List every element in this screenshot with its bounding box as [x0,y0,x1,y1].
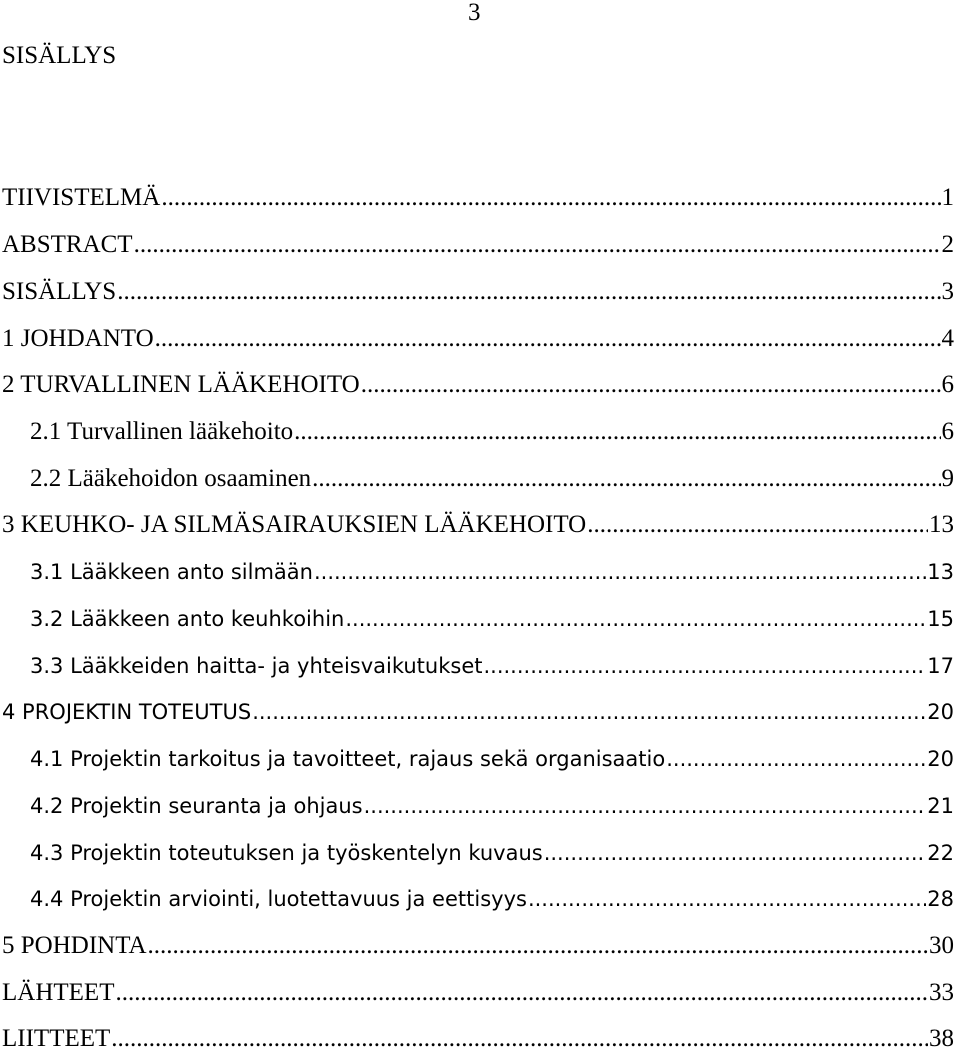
toc-entry-page: 38 [929,1025,954,1052]
toc-dot-leader [345,604,926,634]
toc-entry-tiivistelma[interactable] [2,183,954,213]
toc-entry-title: 3.2 Lääkkeen anto keuhkoihin [30,607,345,631]
toc-entry-3-1[interactable] [30,557,954,587]
toc-entry-page: 30 [929,932,954,959]
toc-dot-leader [155,324,941,354]
toc-entry-title: 4.4 Projektin arviointi, luotettavuus ja eettisyys [30,887,527,911]
toc-entry-page: 15 [927,607,954,631]
toc-entry-title: 4 PROJEKTIN TOTEUTUS [2,700,252,724]
toc-entry-title: TIIVISTELMÄ [2,184,161,211]
toc-entry-liitteet[interactable] [2,1024,954,1054]
toc-entry-title: 2.1 Turvallinen lääkehoito [30,418,294,445]
toc-dot-leader [294,417,940,447]
toc-dot-leader [312,464,940,494]
toc-entry-page: 3 [941,278,954,305]
toc-entry-abstract[interactable] [2,230,954,260]
toc-entry-title: 1 JOHDANTO [2,325,154,352]
toc-dot-leader [111,1024,928,1054]
toc-entry-4-4[interactable] [30,884,954,914]
toc-entry-4-2[interactable] [30,791,954,821]
toc-entry-page: 1 [941,184,954,211]
toc-entry-projektin-toteutus[interactable] [2,697,954,727]
toc-dot-leader [134,230,941,260]
page-number: 3 [468,0,481,26]
toc-entry-page: 17 [927,654,954,678]
toc-entry-page: 4 [941,325,954,352]
toc-entry-4-3[interactable] [30,838,954,868]
toc-entry-johdanto[interactable] [2,324,954,354]
toc-entry-page: 13 [929,511,954,538]
toc-entry-page: 33 [929,979,954,1006]
toc-entry-title: 3.1 Lääkkeen anto silmään [30,560,313,584]
toc-dot-leader [314,557,926,587]
toc-dot-leader [364,791,927,821]
toc-entry-2-2[interactable] [30,464,954,494]
toc-entry-title: 4.1 Projektin tarkoitus ja tavoitteet, rajaus sekä organisaatio [30,747,666,771]
toc-entry-4-1[interactable] [30,744,954,774]
toc-dot-leader [528,884,926,914]
toc-entry-page: 6 [941,418,954,445]
toc-dot-leader [161,183,940,213]
toc-dot-leader [117,277,940,307]
toc-entry-title: 2 TURVALLINEN LÄÄKEHOITO [2,371,360,398]
toc-entry-page: 20 [927,700,954,724]
toc-entry-title: 3.3 Lääkkeiden haitta- ja yhteisvaikutukset [30,654,483,678]
toc-entry-page: 2 [941,231,954,258]
toc-entry-page: 20 [927,747,954,771]
toc-entry-page: 21 [927,794,954,818]
toc-dot-leader [544,838,927,868]
toc-entry-title: 4.2 Projektin seuranta ja ohjaus [30,794,363,818]
toc-dot-leader [361,370,941,400]
toc-entry-page: 9 [941,465,954,492]
toc-entry-sisallys[interactable] [2,277,954,307]
toc-entry-title: LIITTEET [2,1025,111,1052]
toc-dot-leader [483,651,926,681]
toc-dot-leader [115,978,928,1008]
toc-entry-title: SISÄLLYS [2,278,117,305]
toc-entry-3-2[interactable] [30,604,954,634]
toc-entry-title: 4.3 Projektin toteutuksen ja työskentelyn kuvaus [30,841,543,865]
page-title: SISÄLLYS [2,42,117,69]
toc-entry-page: 6 [941,371,954,398]
toc-entry-lahteet[interactable] [2,978,954,1008]
toc-entry-title: 3 KEUHKO- JA SILMÄSAIRAUKSIEN LÄÄKEHOITO [2,511,587,538]
toc-entry-page: 28 [927,887,954,911]
toc-entry-pohdinta[interactable] [2,931,954,961]
toc-entry-page: 13 [927,560,954,584]
toc-entry-title: 5 POHDINTA [2,932,147,959]
toc-entry-title: 2.2 Lääkehoidon osaaminen [30,465,312,492]
toc-entry-title: LÄHTEET [2,979,115,1006]
toc-entry-turvallinen-laakehoito[interactable] [2,370,954,400]
toc-entry-2-1[interactable] [30,417,954,447]
toc-dot-leader [148,931,928,961]
toc-entry-page: 22 [927,841,954,865]
toc-dot-leader [252,697,926,727]
toc-entry-keuhko-silma[interactable] [2,510,954,540]
toc-entry-title: ABSTRACT [2,231,133,258]
toc-dot-leader [587,510,928,540]
toc-entry-3-3[interactable] [30,651,954,681]
toc-dot-leader [666,744,926,774]
